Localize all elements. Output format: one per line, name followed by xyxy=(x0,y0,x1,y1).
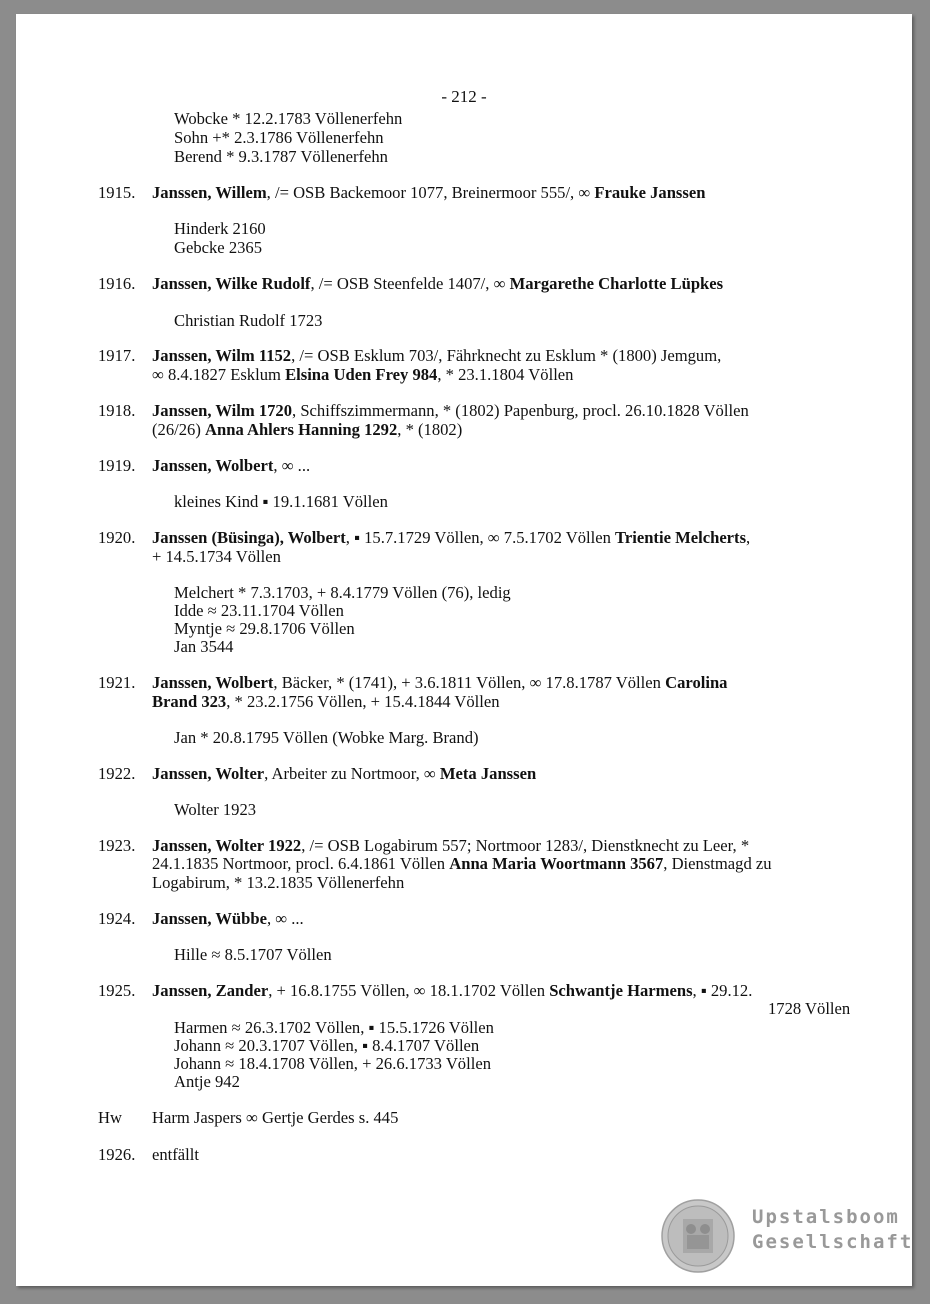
document-page xyxy=(16,14,912,1286)
entry-line: Janssen, Wolter, Arbeiter zu Nortmoor, ∞ Meta Janssen xyxy=(152,764,537,783)
entry-number: 1915. xyxy=(98,183,136,202)
child-line: Hinderk 2160 xyxy=(174,219,266,238)
entry-line: + 14.5.1734 Völlen xyxy=(152,547,281,566)
child-line: Christian Rudolf 1723 xyxy=(174,311,323,330)
entry-line: Janssen, Willem, /= OSB Backemoor 1077, Breinermoor 555/, ∞ Frauke Janssen xyxy=(152,183,706,202)
text-line: Berend * 9.3.1787 Völlenerfehn xyxy=(174,147,388,166)
entry-line: ∞ 8.4.1827 Esklum Elsina Uden Frey 984, * 23.1.1804 Völlen xyxy=(152,365,574,384)
entry-number: 1921. xyxy=(98,673,136,692)
entry-number: 1920. xyxy=(98,528,136,547)
brand-line-2: Gesellschaft xyxy=(752,1231,914,1253)
entry-line: Janssen, Wolbert, Bäcker, * (1741), + 3.6.1811 Völlen, ∞ 17.8.1787 Völlen Carolina xyxy=(152,673,728,692)
entry-line: Janssen, Wolbert, ∞ ... xyxy=(152,456,311,475)
child-line: Melchert * 7.3.1703, + 8.4.1779 Völlen (76), ledig xyxy=(174,583,511,602)
child-line: Myntje ≈ 29.8.1706 Völlen xyxy=(174,619,355,638)
entry-line: Janssen, Wilke Rudolf, /= OSB Steenfelde 1407/, ∞ Margarethe Charlotte Lüpkes xyxy=(152,274,724,293)
entry-line: Brand 323, * 23.2.1756 Völlen, + 15.4.1844 Völlen xyxy=(152,692,500,711)
entry-number: 1919. xyxy=(98,456,136,475)
page-number: - 212 - xyxy=(441,87,487,106)
entry-number: 1926. xyxy=(98,1145,136,1164)
entry-number: 1917. xyxy=(98,346,136,365)
text-line: Sohn +* 2.3.1786 Völlenerfehn xyxy=(174,128,384,147)
text-line: Wobcke * 12.2.1783 Völlenerfehn xyxy=(174,109,403,128)
entry-line: (26/26) Anna Ahlers Hanning 1292, * (1802) xyxy=(152,420,463,439)
entry-line: Janssen, Wolter 1922, /= OSB Logabirum 557; Nortmoor 1283/, Dienstknecht zu Leer, * xyxy=(152,836,750,855)
entry-line: Logabirum, * 13.2.1835 Völlenerfehn xyxy=(152,873,405,892)
child-line: Gebcke 2365 xyxy=(174,238,263,257)
child-line: Harmen ≈ 26.3.1702 Völlen, ▪ 15.5.1726 Völlen xyxy=(174,1018,494,1037)
entry-line: Janssen (Büsinga), Wolbert, ▪ 15.7.1729 Völlen, ∞ 7.5.1702 Völlen Trientie Melcherts, xyxy=(152,528,751,547)
child-line: Idde ≈ 23.11.1704 Völlen xyxy=(174,601,344,620)
entry-line: Harm Jaspers ∞ Gertje Gerdes s. 445 xyxy=(152,1108,399,1127)
entry-line: Janssen, Zander, + 16.8.1755 Völlen, ∞ 18.1.1702 Völlen Schwantje Harmens, ▪ 29.12. xyxy=(152,981,753,1000)
entry-number: 1916. xyxy=(98,274,136,293)
child-line: kleines Kind ▪ 19.1.1681 Völlen xyxy=(174,492,388,511)
entry-line: 1728 Völlen xyxy=(768,999,851,1018)
seal-icon xyxy=(661,1199,735,1273)
child-line: Johann ≈ 20.3.1707 Völlen, ▪ 8.4.1707 Völlen xyxy=(174,1036,480,1055)
child-line: Jan 3544 xyxy=(174,637,234,656)
child-line: Wolter 1923 xyxy=(174,800,257,819)
child-line: Hille ≈ 8.5.1707 Völlen xyxy=(174,945,332,964)
entry-line: Janssen, Wilm 1152, /= OSB Esklum 703/, Fährknecht zu Esklum * (1800) Jemgum, xyxy=(152,346,722,365)
entry-number: 1924. xyxy=(98,909,136,928)
entry-line: 24.1.1835 Nortmoor, procl. 6.4.1861 Völlen Anna Maria Woortmann 3567, Dienstmagd zu xyxy=(152,854,772,873)
child-line: Johann ≈ 18.4.1708 Völlen, + 26.6.1733 Völlen xyxy=(174,1054,491,1073)
entry-number: Hw xyxy=(98,1108,122,1127)
entry-line: entfällt xyxy=(152,1145,199,1164)
child-line: Antje 942 xyxy=(174,1072,240,1091)
child-line: Jan * 20.8.1795 Völlen (Wobke Marg. Brand) xyxy=(174,728,479,747)
entry-line: Janssen, Wübbe, ∞ ... xyxy=(152,909,304,928)
entry-number: 1922. xyxy=(98,764,136,783)
entry-number: 1925. xyxy=(98,981,136,1000)
brand-line-1: Upstalsboom xyxy=(752,1206,900,1228)
entry-number: 1923. xyxy=(98,836,136,855)
entry-number: 1918. xyxy=(98,401,136,420)
entry-line: Janssen, Wilm 1720, Schiffszimmermann, * (1802) Papenburg, procl. 26.10.1828 Völlen xyxy=(152,401,749,420)
